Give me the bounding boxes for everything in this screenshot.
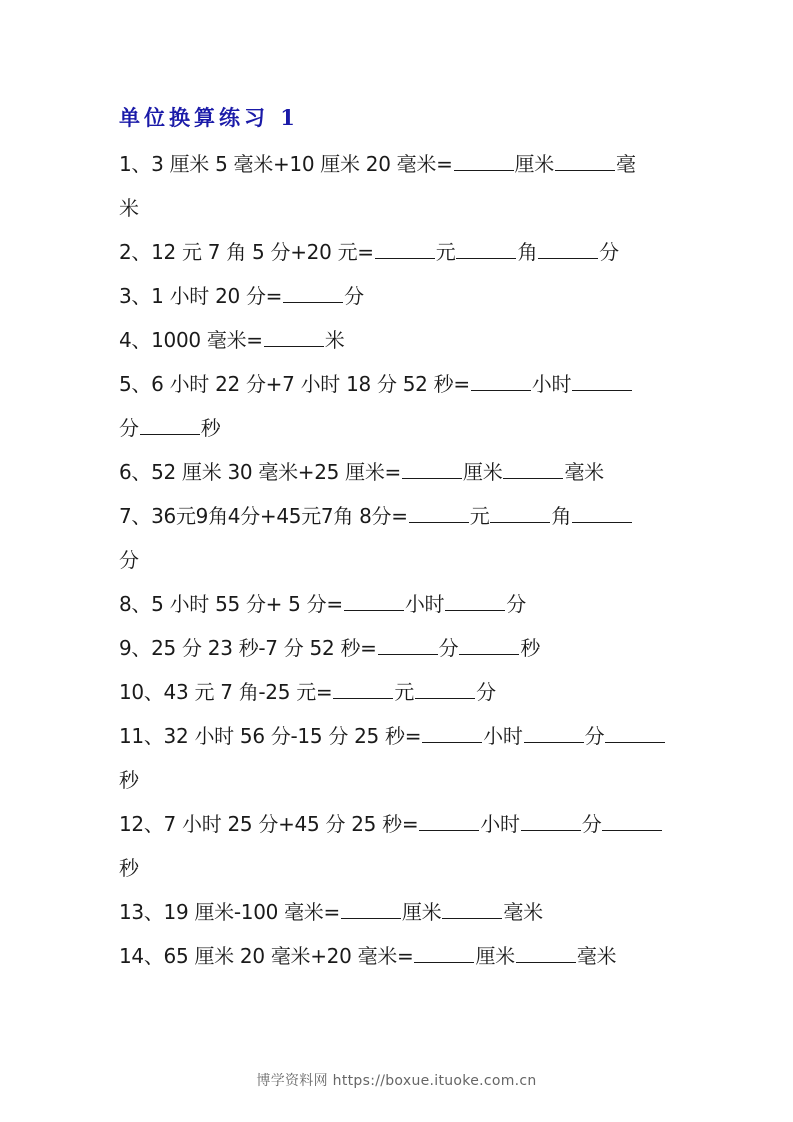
answer-blank[interactable]	[445, 592, 505, 611]
answer-blank[interactable]	[402, 460, 462, 479]
question-text: 分	[119, 548, 139, 572]
answer-blank[interactable]	[605, 724, 665, 743]
answer-blank[interactable]	[454, 152, 514, 171]
question-text: 5、6 小时 22 分+7 小时 18 分 52 秒=	[119, 372, 470, 396]
question-text: 分	[344, 284, 364, 308]
question-line	[119, 890, 679, 934]
question-10	[119, 670, 679, 714]
question-text: 3、1 小时 20 分=	[119, 284, 283, 308]
question-text: 分	[119, 416, 139, 440]
answer-blank[interactable]	[538, 240, 598, 259]
question-text: 9、25 分 23 秒-7 分 52 秒=	[119, 636, 377, 660]
answer-blank[interactable]	[378, 636, 438, 655]
question-4	[119, 318, 679, 362]
answer-blank[interactable]	[422, 724, 482, 743]
question-text: 2、12 元 7 角 5 分+20 元=	[119, 240, 374, 264]
question-13	[119, 890, 679, 934]
question-text: 厘米	[514, 152, 554, 176]
question-line	[119, 494, 679, 538]
question-line	[119, 802, 679, 846]
question-text: 分	[584, 724, 605, 748]
answer-blank[interactable]	[516, 944, 576, 963]
question-8	[119, 582, 679, 626]
answer-blank[interactable]	[521, 812, 581, 831]
answer-blank[interactable]	[419, 812, 479, 831]
answer-blank[interactable]	[456, 240, 516, 259]
question-text: 毫米	[564, 460, 604, 484]
question-line	[119, 538, 679, 582]
question-line	[119, 758, 679, 802]
question-text: 分	[476, 680, 496, 704]
question-text: 秒	[119, 768, 139, 792]
answer-blank[interactable]	[471, 372, 531, 391]
question-text: 分	[599, 240, 619, 264]
question-text: 毫米	[576, 944, 617, 968]
question-text: 13、19 厘米-100 毫米=	[119, 900, 340, 924]
question-text: 小时	[483, 724, 523, 748]
question-line	[119, 714, 679, 758]
question-14	[119, 934, 679, 978]
question-3	[119, 274, 679, 318]
question-line	[119, 142, 679, 186]
question-text: 小时	[531, 372, 572, 396]
question-text: 元	[394, 680, 415, 704]
question-text: 米	[119, 196, 139, 220]
question-text: 厘米	[463, 460, 503, 484]
question-7	[119, 494, 679, 582]
answer-blank[interactable]	[341, 900, 401, 919]
answer-blank[interactable]	[264, 328, 324, 347]
question-text: 6、52 厘米 30 毫米+25 厘米=	[119, 460, 402, 484]
question-text: 元	[469, 504, 490, 528]
question-text: 毫	[615, 152, 636, 176]
question-2	[119, 230, 679, 274]
answer-blank[interactable]	[375, 240, 435, 259]
answer-blank[interactable]	[442, 900, 502, 919]
answer-blank[interactable]	[283, 284, 343, 303]
question-text: 1、3 厘米 5 毫米+10 厘米 20 毫米=	[119, 152, 453, 176]
footer-watermark: 博学资料网 https://boxue.ituoke.com.cn	[256, 1073, 537, 1089]
question-line	[119, 230, 679, 274]
question-text: 11、32 小时 56 分-15 分 25 秒=	[119, 724, 422, 748]
question-text: 10、43 元 7 角-25 元=	[119, 680, 333, 704]
question-line	[119, 450, 679, 494]
question-text: 厘米	[475, 944, 515, 968]
question-text: 角	[517, 240, 538, 264]
question-text: 秒	[119, 856, 139, 880]
answer-blank[interactable]	[602, 812, 662, 831]
question-list	[119, 142, 679, 978]
answer-blank[interactable]	[140, 416, 200, 435]
question-text: 毫米	[503, 900, 543, 924]
answer-blank[interactable]	[333, 680, 393, 699]
question-line	[119, 362, 679, 406]
answer-blank[interactable]	[414, 944, 474, 963]
question-11	[119, 714, 679, 802]
question-line	[119, 186, 679, 230]
answer-blank[interactable]	[409, 504, 469, 523]
question-text: 厘米	[401, 900, 442, 924]
question-text: 分	[506, 592, 526, 616]
question-12	[119, 802, 679, 890]
question-text: 分	[581, 812, 602, 836]
question-line	[119, 274, 679, 318]
answer-blank[interactable]	[415, 680, 475, 699]
question-text: 分	[438, 636, 459, 660]
question-line	[119, 846, 679, 890]
answer-blank[interactable]	[524, 724, 584, 743]
question-text: 米	[324, 328, 345, 352]
question-text: 小时	[480, 812, 520, 836]
question-text: 秒	[520, 636, 541, 660]
question-line	[119, 406, 679, 450]
question-9	[119, 626, 679, 670]
question-text: 12、7 小时 25 分+45 分 25 秒=	[119, 812, 419, 836]
answer-blank[interactable]	[459, 636, 519, 655]
question-line	[119, 934, 679, 978]
answer-blank[interactable]	[344, 592, 404, 611]
question-text: 14、65 厘米 20 毫米+20 毫米=	[119, 944, 414, 968]
answer-blank[interactable]	[555, 152, 615, 171]
answer-blank[interactable]	[490, 504, 550, 523]
question-line	[119, 582, 679, 626]
question-text: 角	[551, 504, 572, 528]
question-text: 小时	[404, 592, 445, 616]
answer-blank[interactable]	[572, 504, 632, 523]
question-line	[119, 626, 679, 670]
question-line	[119, 670, 679, 714]
question-5	[119, 362, 679, 450]
question-text: 4、1000 毫米=	[119, 328, 263, 352]
worksheet-title: 单位换算练习 1	[119, 105, 299, 130]
question-1	[119, 142, 679, 230]
question-text: 秒	[200, 416, 221, 440]
worksheet-page	[119, 100, 679, 978]
question-text: 8、5 小时 55 分+ 5 分=	[119, 592, 343, 616]
question-text: 元	[435, 240, 456, 264]
question-line	[119, 318, 679, 362]
question-text: 7、36元9角4分+45元7角 8分=	[119, 504, 408, 528]
answer-blank[interactable]	[572, 372, 632, 391]
question-6	[119, 450, 679, 494]
answer-blank[interactable]	[503, 460, 563, 479]
